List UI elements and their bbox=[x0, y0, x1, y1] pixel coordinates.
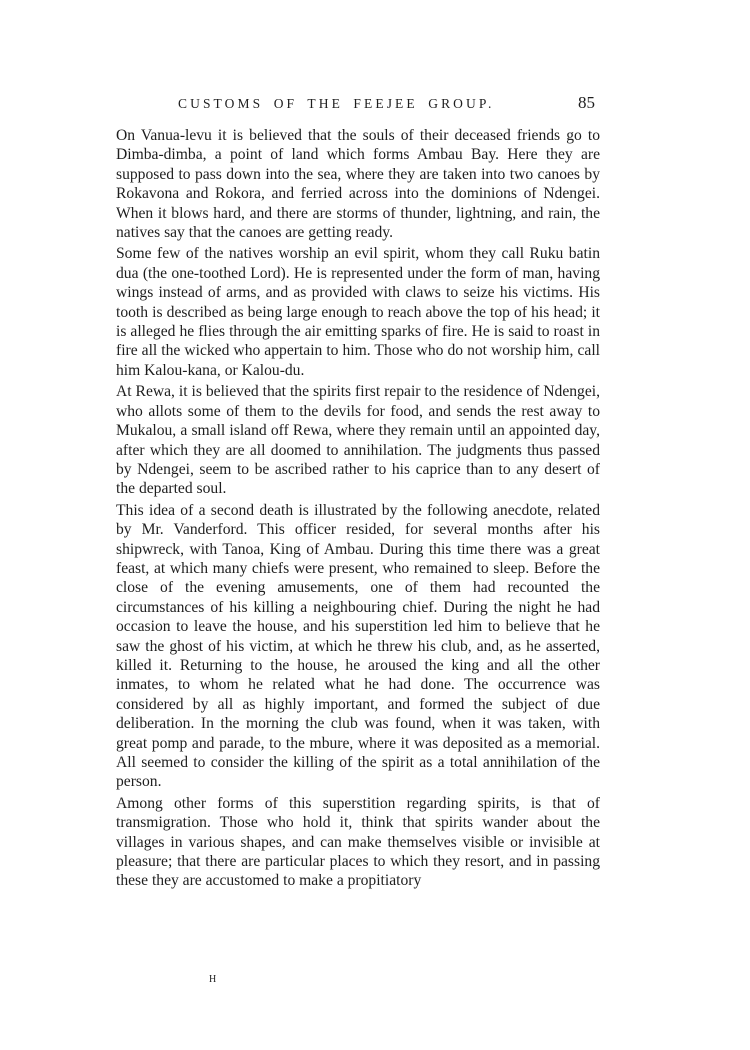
running-head: CUSTOMS OF THE FEEJEE GROUP. bbox=[178, 96, 495, 111]
paragraph: Some few of the natives worship an evil spirit, whom they call Ruku batin dua (the one-toothed Lord). He is represented under the form of man, having wings instead of arms, and as provided with claws to seize his victims. His tooth is described as being large enough to reach above the top of his head; it is alleged he flies through the air emitting sparks of fire. He is said to roast in fire all the wicked who appertain to him. Those who do not worship him, call him Kalou-kana, or Kalou-du. bbox=[116, 245, 600, 379]
page-number: 85 bbox=[578, 93, 595, 112]
signature-mark: H bbox=[209, 974, 217, 985]
paragraph: At Rewa, it is believed that the spirits first repair to the residence of Ndengei, who allots some of them to the devils for food, and sends the rest away to Mukalou, a small island off Rewa, where they remain until an appointed day, after which they are all doomed to annihilation. The judgments thus passed by Ndengei, seem to be ascribed rather to his caprice than to any desert of the departed soul. bbox=[116, 383, 600, 498]
paragraph: This idea of a second death is illustrated by the following anecdote, related by Mr. Vanderford. This officer resided, for several months after his shipwreck, with Tanoa, King of Ambau. During this time there was a great feast, at which many chiefs were present, who remained to sleep. Before the close of the evening amusements, one of them had recounted the circumstances of his killing a neighbouring chief. During the night he had occasion to leave the house, and his superstition led him to believe that he saw the ghost of his victim, at which he threw his club, and, as he asserted, killed it. Returning to the house, he aroused the king and all the other inmates, to whom he related what he had done. The occurrence was considered by all as highly important, and formed the subject of due deliberation. In the morning the club was found, when it was taken, with great pomp and parade, to the mbure, where it was deposited as a memorial. All seemed to consider the killing of the spirit as a total annihilation of the person. bbox=[116, 501, 600, 791]
paragraph: On Vanua-levu it is believed that the souls of their deceased friends go to Dimba-dimba, a point of land which forms Ambau Bay. Here they are supposed to pass down into the sea, where they are taken into two canoes by Rokavona and Rokora, and ferried across into the dominions of Ndengei. When it blows hard, and there are storms of thunder, lightning, and rain, the natives say that the canoes are getting ready. bbox=[116, 127, 600, 242]
page-header bbox=[0, 93, 750, 118]
body-text bbox=[116, 126, 600, 891]
paragraph: Among other forms of this superstition regarding spirits, is that of transmigration. Those who hold it, think that spirits wander about the villages in various shapes, and can make themselves visible or invisible at pleasure; that there are particular places to which they resort, and in passing these they are accustomed to make a propitiatory bbox=[116, 794, 600, 890]
